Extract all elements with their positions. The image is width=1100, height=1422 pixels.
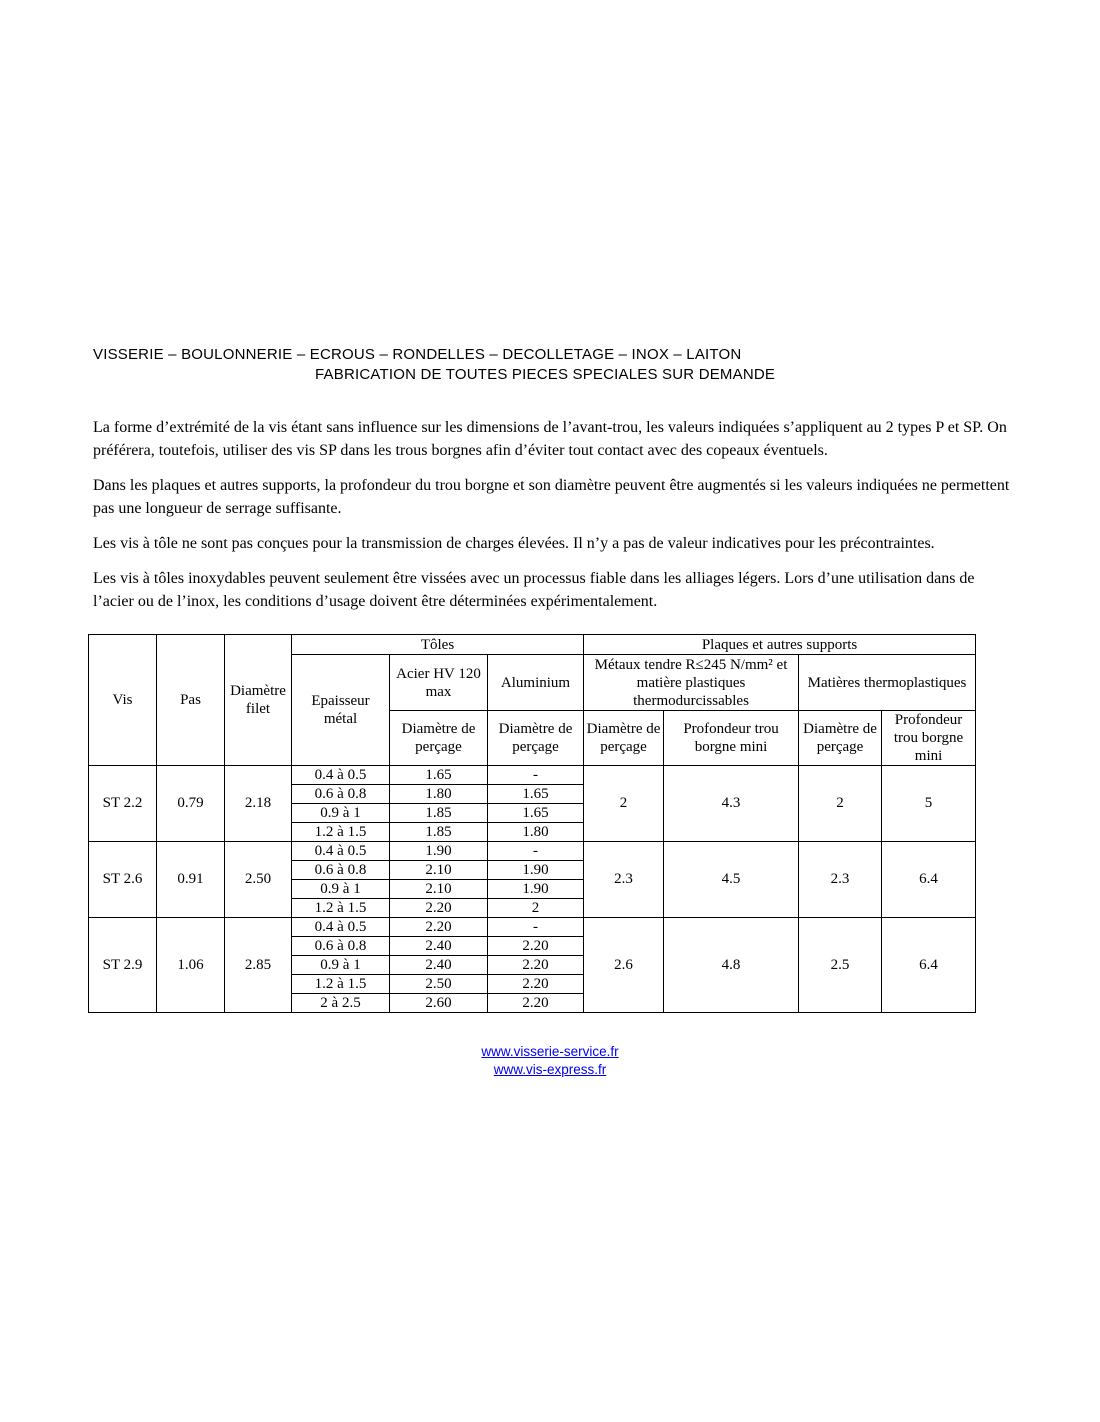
cell-metaux-diametre-percage: 2 (584, 766, 664, 842)
cell-acier-diametre-percage: 2.60 (390, 994, 488, 1013)
col-header-metaux-diametre-percage: Diamètre de perçage (584, 711, 664, 766)
cell-aluminium-diametre-percage: 2.20 (488, 994, 584, 1013)
cell-vis: ST 2.2 (89, 766, 157, 842)
col-header-metaux-profondeur: Profondeur trou borgne mini (664, 711, 799, 766)
table-row (89, 918, 976, 937)
footer-links (0, 1043, 1100, 1079)
cell-acier-diametre-percage: 1.85 (390, 823, 488, 842)
cell-acier-diametre-percage: 1.85 (390, 804, 488, 823)
cell-metaux-profondeur: 4.8 (664, 918, 799, 1013)
cell-thermo-profondeur: 6.4 (882, 842, 976, 918)
cell-epaisseur-metal: 0.9 à 1 (292, 880, 390, 899)
cell-epaisseur-metal: 1.2 à 1.5 (292, 975, 390, 994)
col-header-plaques: Plaques et autres supports (584, 635, 976, 655)
cell-thermo-diametre-percage: 2.3 (799, 842, 882, 918)
cell-vis: ST 2.9 (89, 918, 157, 1013)
col-header-epaisseur-metal: Epaisseur métal (292, 655, 390, 766)
col-header-acier: Acier HV 120 max (390, 655, 488, 711)
cell-pas: 0.79 (157, 766, 225, 842)
cell-vis: ST 2.6 (89, 842, 157, 918)
cell-acier-diametre-percage: 2.40 (390, 937, 488, 956)
cell-epaisseur-metal: 1.2 à 1.5 (292, 899, 390, 918)
cell-acier-diametre-percage: 2.50 (390, 975, 488, 994)
cell-metaux-profondeur: 4.5 (664, 842, 799, 918)
intro-paragraphs (93, 416, 1014, 625)
cell-aluminium-diametre-percage: - (488, 842, 584, 861)
cell-metaux-diametre-percage: 2.3 (584, 842, 664, 918)
col-header-vis: Vis (89, 635, 157, 766)
cell-epaisseur-metal: 0.4 à 0.5 (292, 766, 390, 785)
cell-acier-diametre-percage: 1.80 (390, 785, 488, 804)
cell-epaisseur-metal: 0.6 à 0.8 (292, 937, 390, 956)
col-header-pas: Pas (157, 635, 225, 766)
link-visserie-service[interactable]: www.visserie-service.fr (481, 1044, 619, 1059)
cell-aluminium-diametre-percage: 1.65 (488, 785, 584, 804)
paragraph-stainless: Les vis à tôles inoxydables peuvent seulement être vissées avec un processus fiable dans les alliages légers. Lors d’une utilisation dans de l’acier ou de l’inox, les conditions d’usage doivent être déterminées expérimentalement. (93, 570, 975, 610)
cell-pas: 0.91 (157, 842, 225, 918)
cell-aluminium-diametre-percage: 1.80 (488, 823, 584, 842)
cell-diametre-filet: 2.18 (225, 766, 292, 842)
table-row (89, 842, 976, 861)
col-header-toles: Tôles (292, 635, 584, 655)
paragraph-load-transmission: Les vis à tôle ne sont pas conçues pour la transmission de charges élevées. Il n’y a pas de valeur indicatives pour les précontraintes. (93, 535, 935, 552)
cell-aluminium-diametre-percage: 1.90 (488, 861, 584, 880)
cell-epaisseur-metal: 0.4 à 0.5 (292, 842, 390, 861)
cell-aluminium-diametre-percage: 1.65 (488, 804, 584, 823)
table-header (89, 635, 976, 766)
col-header-diametre-filet: Diamètre filet (225, 635, 292, 766)
cell-aluminium-diametre-percage: 1.90 (488, 880, 584, 899)
cell-aluminium-diametre-percage: 2.20 (488, 975, 584, 994)
doc-title-line2: FABRICATION DE TOUTES PIECES SPECIALES SUR DEMANDE (315, 366, 776, 383)
cell-diametre-filet: 2.85 (225, 918, 292, 1013)
cell-acier-diametre-percage: 2.20 (390, 918, 488, 937)
cell-acier-diametre-percage: 2.20 (390, 899, 488, 918)
cell-aluminium-diametre-percage: - (488, 918, 584, 937)
col-header-thermo-diametre-percage: Diamètre de perçage (799, 711, 882, 766)
cell-aluminium-diametre-percage: 2.20 (488, 937, 584, 956)
cell-epaisseur-metal: 0.4 à 0.5 (292, 918, 390, 937)
col-header-metaux-tendres: Métaux tendre R≤245 N/mm² et matière plastiques thermodurcissables (584, 655, 799, 711)
cell-epaisseur-metal: 0.9 à 1 (292, 804, 390, 823)
cell-acier-diametre-percage: 2.10 (390, 880, 488, 899)
screw-dimensions-table (88, 634, 976, 1013)
cell-epaisseur-metal: 0.9 à 1 (292, 956, 390, 975)
col-header-thermo-profondeur: Profondeur trou borgne mini (882, 711, 976, 766)
cell-epaisseur-metal: 0.6 à 0.8 (292, 861, 390, 880)
cell-metaux-profondeur: 4.3 (664, 766, 799, 842)
doc-title-line1: VISSERIE – BOULONNERIE – ECROUS – RONDELLES – DECOLLETAGE – INOX – LAITON (93, 346, 742, 363)
cell-diametre-filet: 2.50 (225, 842, 292, 918)
paragraph-blind-hole: Dans les plaques et autres supports, la profondeur du trou borgne et son diamètre peuvent être augmentés si les valeurs indiquées ne permettent pas une longueur de serrage suffisante. (93, 477, 1010, 517)
col-header-aluminium-diametre-percage: Diamètre de perçage (488, 711, 584, 766)
cell-thermo-profondeur: 5 (882, 766, 976, 842)
cell-acier-diametre-percage: 2.10 (390, 861, 488, 880)
link-vis-express[interactable]: www.vis-express.fr (493, 1062, 607, 1077)
cell-pas: 1.06 (157, 918, 225, 1013)
cell-metaux-diametre-percage: 2.6 (584, 918, 664, 1013)
col-header-thermoplastiques: Matières thermoplastiques (799, 655, 976, 711)
cell-epaisseur-metal: 2 à 2.5 (292, 994, 390, 1013)
col-header-aluminium: Aluminium (488, 655, 584, 711)
cell-thermo-diametre-percage: 2 (799, 766, 882, 842)
col-header-acier-diametre-percage: Diamètre de perçage (390, 711, 488, 766)
cell-aluminium-diametre-percage: 2.20 (488, 956, 584, 975)
table-header-row-1 (89, 635, 976, 655)
cell-acier-diametre-percage: 1.90 (390, 842, 488, 861)
cell-aluminium-diametre-percage: 2 (488, 899, 584, 918)
paragraph-screw-tip: La forme d’extrémité de la vis étant sans influence sur les dimensions de l’avant-trou, les valeurs indiquées s’appliquent au 2 types P et SP. On préférera, toutefois, utiliser des vis SP dans les trous borgnes afin d’éviter tout contact avec des copeaux éventuels. (93, 419, 1007, 459)
cell-thermo-profondeur: 6.4 (882, 918, 976, 1013)
cell-aluminium-diametre-percage: - (488, 766, 584, 785)
cell-thermo-diametre-percage: 2.5 (799, 918, 882, 1013)
doc-header (93, 345, 1013, 385)
screw-table-body (89, 766, 976, 1013)
cell-epaisseur-metal: 1.2 à 1.5 (292, 823, 390, 842)
table-row (89, 766, 976, 785)
cell-epaisseur-metal: 0.6 à 0.8 (292, 785, 390, 804)
cell-acier-diametre-percage: 1.65 (390, 766, 488, 785)
cell-acier-diametre-percage: 2.40 (390, 956, 488, 975)
